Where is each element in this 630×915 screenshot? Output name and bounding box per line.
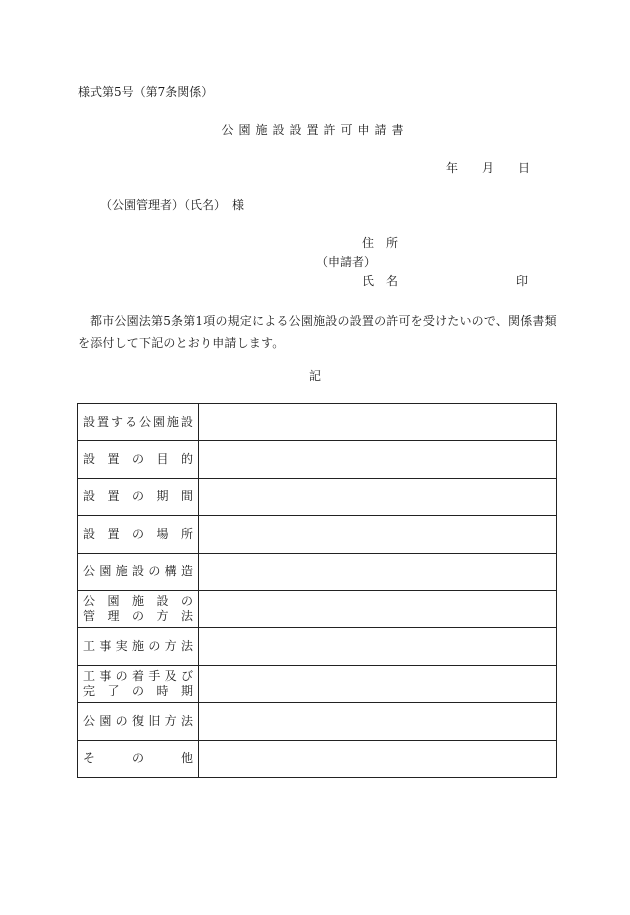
- row-value-field[interactable]: [199, 703, 557, 740]
- row-value-field[interactable]: [199, 590, 557, 627]
- applicant-name-label: 氏 名: [362, 274, 399, 288]
- row-value-field[interactable]: [199, 553, 557, 590]
- row-value-field[interactable]: [199, 478, 557, 515]
- addressee-honorific: 様: [232, 198, 245, 212]
- row-label: [78, 628, 199, 665]
- row-label: [78, 665, 199, 702]
- row-value-field[interactable]: [199, 628, 557, 665]
- seal-mark: 印: [516, 274, 529, 288]
- row-value-field[interactable]: [199, 404, 557, 441]
- date-month-label: 月: [482, 161, 495, 175]
- table-row: [78, 441, 557, 478]
- row-label-line: 設 置 の 期 間: [83, 489, 193, 504]
- row-label-line: そ の 他: [83, 751, 193, 766]
- row-label-line: 工 事 の 着 手 及 び: [83, 668, 193, 683]
- table-row: [78, 740, 557, 777]
- table-row: [78, 478, 557, 515]
- row-label: [78, 441, 199, 478]
- document-title: 公園施設設置許可申請書: [221, 123, 409, 137]
- table-row: [78, 553, 557, 590]
- row-label: [78, 590, 199, 627]
- row-label: [78, 703, 199, 740]
- row-label-line: 設 置 の 目 的: [83, 452, 193, 467]
- application-statement: 都市公園法第5条第1項の規定による公園施設の設置の許可を受けたいので、関係書類を添付して下記のとおり申請します。: [78, 314, 557, 350]
- form-number: 様式第5号（第7条関係）: [78, 85, 214, 99]
- addressee-role: （公園管理者）: [100, 198, 185, 212]
- row-value-field[interactable]: [199, 665, 557, 702]
- applicant-address-label: 住 所: [362, 236, 399, 250]
- row-label-line: 公 園 施 設 の 構 造: [83, 564, 193, 579]
- table-row: [78, 703, 557, 740]
- row-label: [78, 740, 199, 777]
- row-value-field[interactable]: [199, 441, 557, 478]
- row-label-line: 完 了 の 時 期: [83, 683, 193, 698]
- row-value-field[interactable]: [199, 740, 557, 777]
- row-label-line: 設 置 す る 公 園 施 設: [83, 414, 193, 429]
- date-day-label: 日: [518, 161, 531, 175]
- table-row: [78, 665, 557, 702]
- row-label-line: 公 園 施 設 の: [83, 594, 193, 609]
- row-label-line: 工 事 実 施 の 方 法: [83, 639, 193, 654]
- table-row: [78, 590, 557, 627]
- table-row: [78, 628, 557, 665]
- row-label: [78, 404, 199, 441]
- addressee-name: （氏名）: [178, 198, 227, 212]
- row-label: [78, 478, 199, 515]
- row-label-line: 管 理 の 方 法: [83, 609, 193, 624]
- row-label: [78, 553, 199, 590]
- date-year-label: 年: [446, 161, 459, 175]
- row-label-line: 設 置 の 場 所: [83, 526, 193, 541]
- row-label: [78, 516, 199, 553]
- ki-heading: 記: [308, 369, 321, 383]
- application-details-table: [77, 403, 557, 778]
- row-label-line: 公 園 の 復 旧 方 法: [83, 713, 193, 728]
- row-value-field[interactable]: [199, 516, 557, 553]
- applicant-role-label: （申請者）: [316, 255, 377, 269]
- table-row: [78, 516, 557, 553]
- table-row: [78, 404, 557, 441]
